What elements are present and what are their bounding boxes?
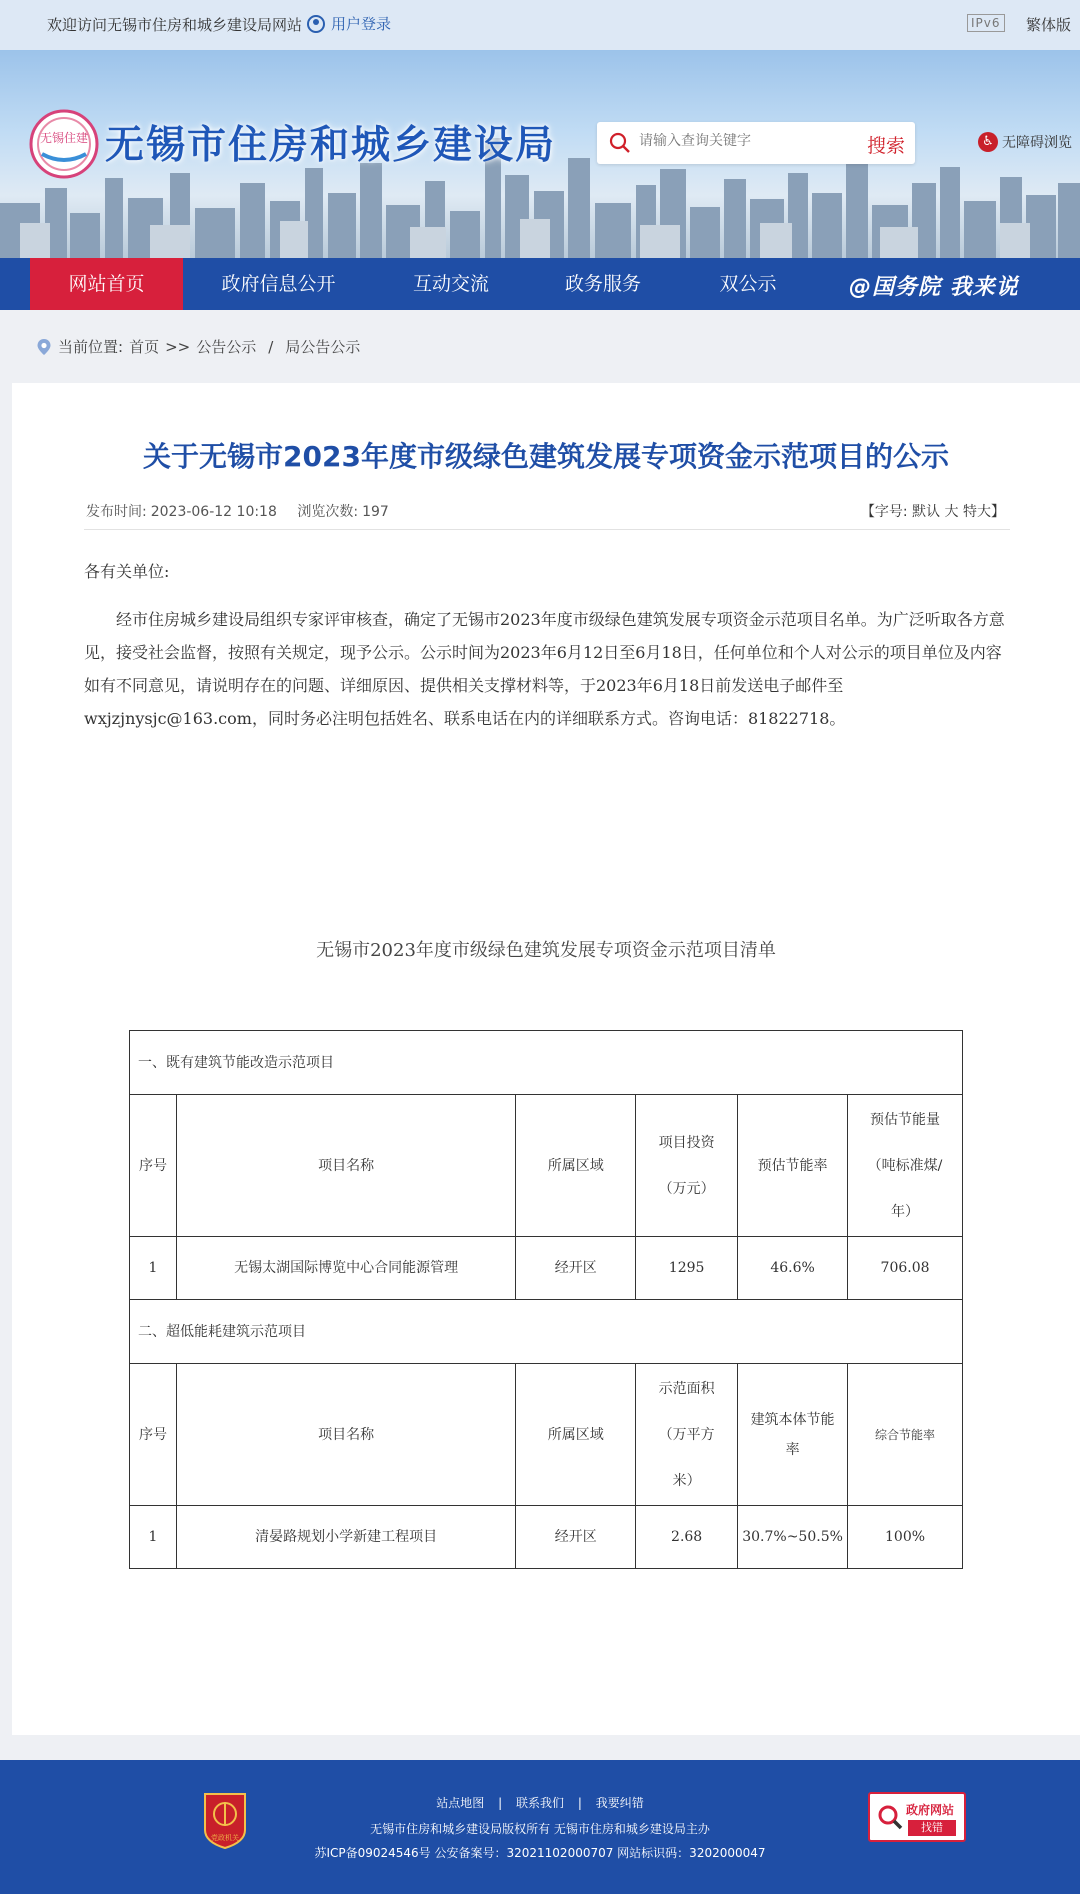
search-button[interactable]: 搜索 [866,135,905,157]
table-row [130,1506,963,1569]
nav-item-gov-info[interactable]: 政府信息公开 [221,273,336,295]
site-title: 无锡市住房和城乡建设局 [105,123,557,168]
breadcrumb [36,336,360,357]
nav-item-home[interactable]: 网站首页 [30,258,183,310]
table-cell: 706.08 [848,1237,963,1300]
header-cell: 综合节能率 [848,1364,963,1506]
divider [84,529,1010,530]
header-cell: 项目名称 [176,1095,515,1237]
greeting: 各有关单位: [84,562,170,581]
views-count: 197 [362,504,389,520]
nav-item-services[interactable]: 政务服务 [564,273,641,295]
breadcrumb-announcements[interactable]: 公告公示 [196,338,257,356]
header-cell: 序号 [130,1364,177,1506]
table-cell: 100% [848,1506,963,1569]
table-header-row [130,1364,963,1506]
publish-label: 发布时间: [86,504,147,520]
table-cell: 46.6% [738,1237,848,1300]
report-error-link[interactable]: 我要纠错 [595,1796,644,1810]
project-list-title: 无锡市2023年度市级绿色建筑发展专项资金示范项目清单 [316,940,776,961]
font-size-selector[interactable]: 【字号: 默认 大 特大】 [860,504,1005,520]
table-cell: 1 [130,1506,177,1569]
header-cell: 预估节能量（吨标准煤/年） [848,1095,963,1237]
article-body: 经市住房城乡建设局组织专家评审核查，确定了无锡市2023年度市级绿色建筑发展专项资金示范项目名单。为广泛听取各方意见，接受社会监督，按照有关规定，现予公示。公示时间为2023年6月12日至6月18日，任何单位和个人对公示的项目单位及内容如有不同意见，请说明存在的问题、详细原因、提供相关支撑材料等，于2023年6月18日前发送电子邮件至wxjzjnysjc@163.com，同时务必注明包括姓名、联系电话在内的详细联系方式。咨询电话：81822718。 [84,610,1005,728]
table-cell: 1295 [636,1237,738,1300]
table-section-row [130,1300,963,1364]
find-error-label: 找错 [908,1820,956,1836]
table-cell: 经开区 [516,1506,636,1569]
table-cell: 清晏路规划小学新建工程项目 [176,1506,515,1569]
table-cell: 30.7%~50.5% [738,1506,848,1569]
state-council-feedback-link[interactable]: @国务院 我来说 [849,275,1019,300]
copyright-text: 无锡市住房和城乡建设局版权所有 无锡市住房和城乡建设局主办 [370,1822,710,1836]
search-input[interactable] [639,133,839,149]
main-nav [0,258,1080,310]
accessibility-label: 无障碍浏览 [1002,135,1072,151]
wheelchair-icon: ♿ [978,132,998,152]
breadcrumb-bureau-announcements[interactable]: 局公告公示 [285,338,361,356]
gov-site-label: 政府网站 [906,1803,955,1817]
header-cell: 所属区域 [516,1364,636,1506]
table-section-row [130,1031,963,1095]
contact-link[interactable]: 联系我们 [515,1796,564,1810]
footer-separator: | [498,1796,503,1810]
magnifier-icon [876,1803,904,1831]
article-card [12,383,1080,1735]
breadcrumb-home[interactable]: 首页 [129,338,160,356]
table-row [130,1237,963,1300]
accessibility-link[interactable] [978,132,1072,152]
search-box [597,122,915,164]
header-cell: 序号 [130,1095,177,1237]
table-cell: 2.68 [636,1506,738,1569]
emblem-text: 无锡住建 [39,131,89,145]
user-icon [307,15,325,33]
breadcrumb-prefix: 当前位置: [58,338,124,356]
nav-item-dual-publicity[interactable]: 双公示 [719,273,777,295]
traditional-chinese-link[interactable]: 繁体版 [1026,16,1072,34]
header-cell: 所属区域 [516,1095,636,1237]
header-cell: 项目投资（万元） [636,1095,738,1237]
header-cell: 建筑本体节能率 [738,1364,848,1506]
location-pin-icon [36,338,52,356]
footer [0,1760,1080,1894]
bureau-emblem-logo [28,108,100,180]
project-table [129,1030,963,1569]
breadcrumb-separator: / [268,337,274,356]
article-meta [86,501,405,521]
header-cell: 预估节能率 [738,1095,848,1237]
table-cell: 经开区 [516,1237,636,1300]
views-label: 浏览次数: [297,504,359,520]
table-cell: 1 [130,1237,177,1300]
ipv6-badge: IPv6 [967,14,1005,32]
user-login-link[interactable] [307,13,391,34]
header-cell: 项目名称 [176,1364,515,1506]
welcome-text: 欢迎访问无锡市住房和城乡建设局网站 [47,16,303,34]
section-title: 二、超低能耗建筑示范项目 [130,1300,963,1364]
table-cell: 无锡太湖国际博览中心合同能源管理 [176,1237,515,1300]
publish-time: 2023-06-12 10:18 [150,504,277,520]
table-header-row [130,1095,963,1237]
search-icon [609,132,631,154]
icp-record-text: 苏ICP备09024546号 公安备案号：32021102000707 网站标识码：3202000047 [314,1846,766,1860]
header-banner [0,50,1080,258]
nav-item-interaction[interactable]: 互动交流 [412,273,489,295]
sitemap-link[interactable]: 站点地图 [436,1796,485,1810]
user-login-label: 用户登录 [331,15,392,33]
breadcrumb-separator: >> [165,337,191,356]
top-bar [0,0,1080,50]
section-title: 一、既有建筑节能改造示范项目 [130,1031,963,1095]
header-cell: 示范面积（万平方米） [636,1364,738,1506]
badge-label: 党政机关 [211,1834,239,1842]
gov-site-error-report-button[interactable] [868,1792,966,1842]
footer-separator: | [577,1796,582,1810]
article-title: 关于无锡市2023年度市级绿色建筑发展专项资金示范项目的公示 [143,440,949,473]
